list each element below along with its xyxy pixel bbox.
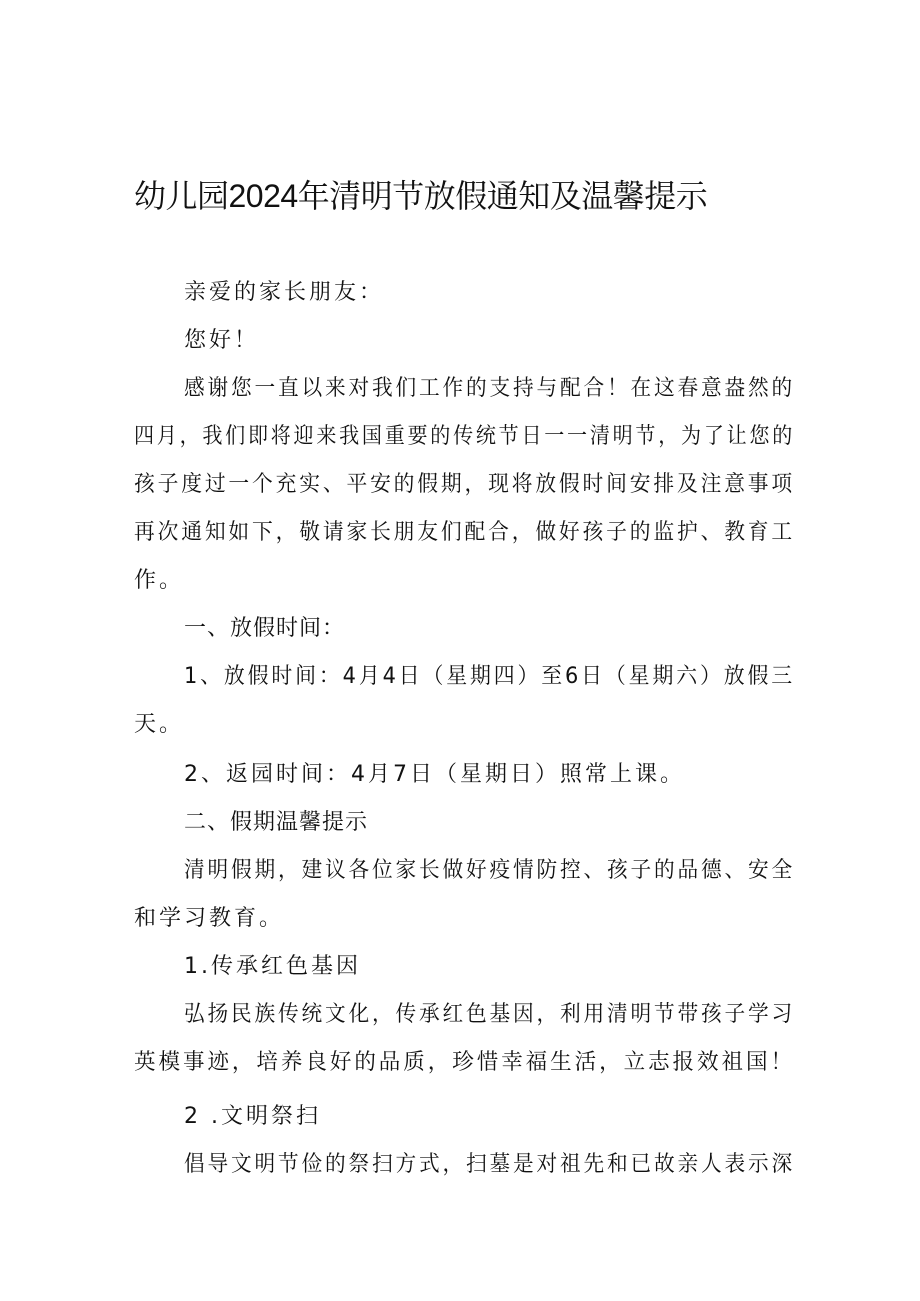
tips-intro-line: 和学习教育。 — [134, 906, 285, 931]
intro-line: 孩子度过一个充实、平安的假期，现将放假时间安排及注意事项 — [134, 472, 796, 497]
greeting: 亲爱的家长朋友： — [184, 280, 385, 305]
hello-line: 您好！ — [184, 328, 260, 353]
intro-line: 感谢您一直以来对我们工作的支持与配合！在这春意盎然的 — [184, 376, 796, 401]
tips-intro-line: 清明假期，建议各位家长做好疫情防控、孩子的品德、安全 — [184, 858, 796, 883]
tip-line: 倡导文明节俭的祭扫方式，扫墓是对祖先和已故亲人表示深 — [184, 1152, 796, 1177]
intro-line: 作。 — [134, 568, 185, 593]
intro-line: 再次通知如下，敬请家长朋友们配合，做好孩子的监护、教育工 — [134, 520, 796, 545]
intro-line: 四月，我们即将迎来我国重要的传统节日一一清明节，为了让您的 — [134, 424, 795, 449]
document-title: 幼儿园2024年清明节放假通知及温馨提示 — [134, 178, 708, 214]
section-heading-holiday-time: 一、放假时间： — [184, 616, 346, 641]
tip-heading: 1.传承红色基因 — [184, 954, 361, 979]
holiday-item: 天。 — [134, 712, 185, 737]
return-item: 2、返园时间：4月7日（星期日）照常上课。 — [184, 762, 685, 787]
tip-line: 英模事迹，培养良好的品质，珍惜幸福生活，立志报效祖国！ — [134, 1050, 795, 1075]
tip-line: 弘扬民族传统文化，传承红色基因，利用清明节带孩子学习 — [184, 1002, 796, 1027]
tip-heading: 2 .文明祭扫 — [184, 1104, 321, 1129]
holiday-item: 1、放假时间：4月4日（星期四）至6日（星期六）放假三 — [184, 664, 795, 689]
section-heading-tips: 二、假期温馨提示 — [184, 810, 369, 835]
